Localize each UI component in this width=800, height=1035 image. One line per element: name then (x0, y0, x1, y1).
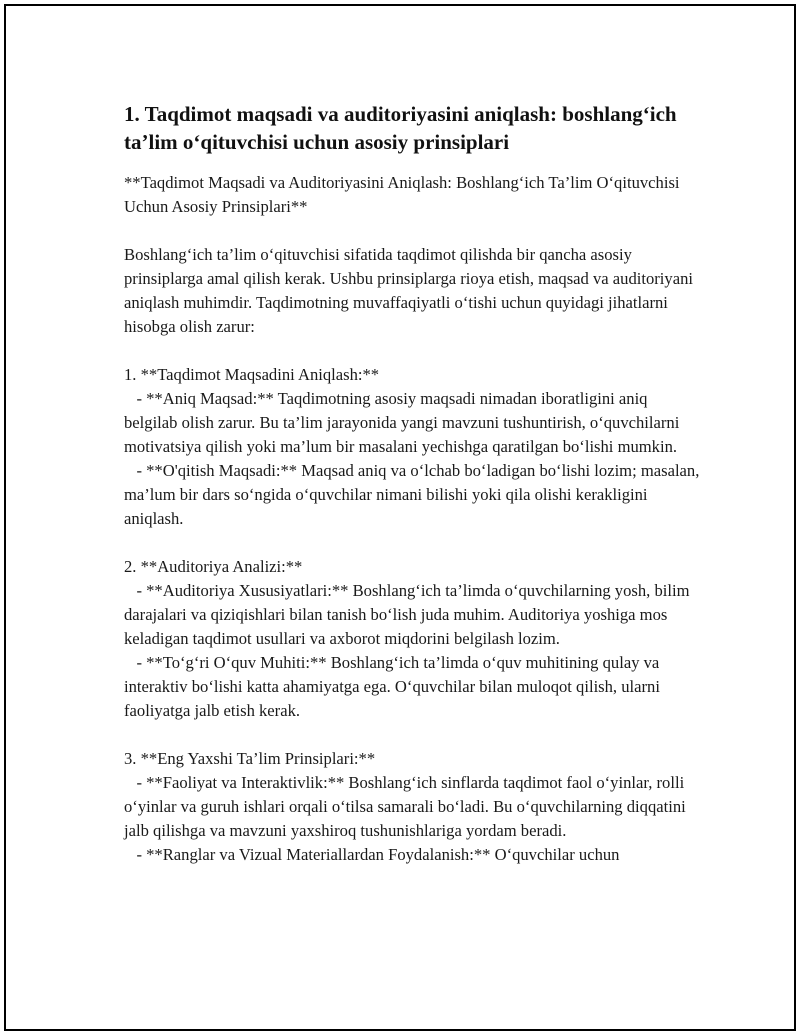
section-title: 2. **Auditoriya Analizi:** (124, 557, 303, 576)
section-3 (124, 747, 704, 867)
intro-paragraph: Boshlang‘ich ta’lim o‘qituvchisi sifatida taqdimot qilishda bir qancha asosiy prinsiplarga amal qilish kerak. Ushbu prinsiplarga rioya etish, maqsad va auditoriyani aniqlash muhimdir. Taqdimotning muvaffaqiyatli o‘tishi uchun quyidagi jihatlarni hisobga olish zarur: (124, 245, 698, 336)
document-heading: 1. Taqdimot maqsadi va auditoriyasini aniqlash: boshlang‘ich ta’lim o‘qituvchisi uchun asosiy prinsiplari (124, 102, 677, 154)
document-subtitle: **Taqdimot Maqsadi va Auditoriyasini Aniqlash: Boshlang‘ich Ta’lim O‘qituvchisi Uchun Asosiy Prinsiplari** (124, 173, 684, 216)
list-item: - **O'qitish Maqsadi:** Maqsad aniq va o‘lchab bo‘ladigan bo‘lishi lozim; masalan, ma’lum bir dars so‘ngida o‘quvchilar nimani bilishi yoki qila olishi kerakligini aniqlash. (124, 461, 704, 528)
section-title: 1. **Taqdimot Maqsadini Aniqlash:** (124, 365, 380, 384)
page-frame (4, 4, 796, 1031)
document-body (124, 100, 704, 867)
list-item: - **Ranglar va Vizual Materiallardan Foydalanish:** O‘quvchilar uchun (124, 845, 620, 864)
list-item: - **Faoliyat va Interaktivlik:** Boshlang‘ich sinflarda taqdimot faol o‘yinlar, rolli o‘yinlar va guruh ishlari orqali o‘tilsa samarali bo‘ladi. Bu o‘quvchilarning diqqatini jalb qilishga va mavzuni yaxshiroq tushunishlariga yordam beradi. (124, 773, 690, 840)
section-1 (124, 363, 704, 531)
list-item: - **To‘g‘ri O‘quv Muhiti:** Boshlang‘ich ta’limda o‘quv muhitining qulay va interaktiv bo‘lishi katta ahamiyatga ega. O‘quvchilar bilan muloqot qilish, ularni faoliyatga jalb etish kerak. (124, 653, 665, 720)
section-2 (124, 555, 704, 723)
section-title: 3. **Eng Yaxshi Ta’lim Prinsiplari:** (124, 749, 376, 768)
list-item: - **Aniq Maqsad:** Taqdimotning asosiy maqsadi nimadan iboratligini aniq belgilab olish zarur. Bu ta’lim jarayonida yangi mavzuni tushuntirish, o‘quvchilarni motivatsiya qilish yoki ma’lum bir masalani yechishga qaratilgan bo‘lishi mumkin. (124, 389, 684, 456)
list-item: - **Auditoriya Xususiyatlari:** Boshlang‘ich ta’limda o‘quvchilarning yosh, bilim darajalari va qiziqishlari bilan tanish bo‘lish juda muhim. Auditoriya yoshiga mos keladigan taqdimot usullari va axborot miqdorini belgilash lozim. (124, 581, 694, 648)
